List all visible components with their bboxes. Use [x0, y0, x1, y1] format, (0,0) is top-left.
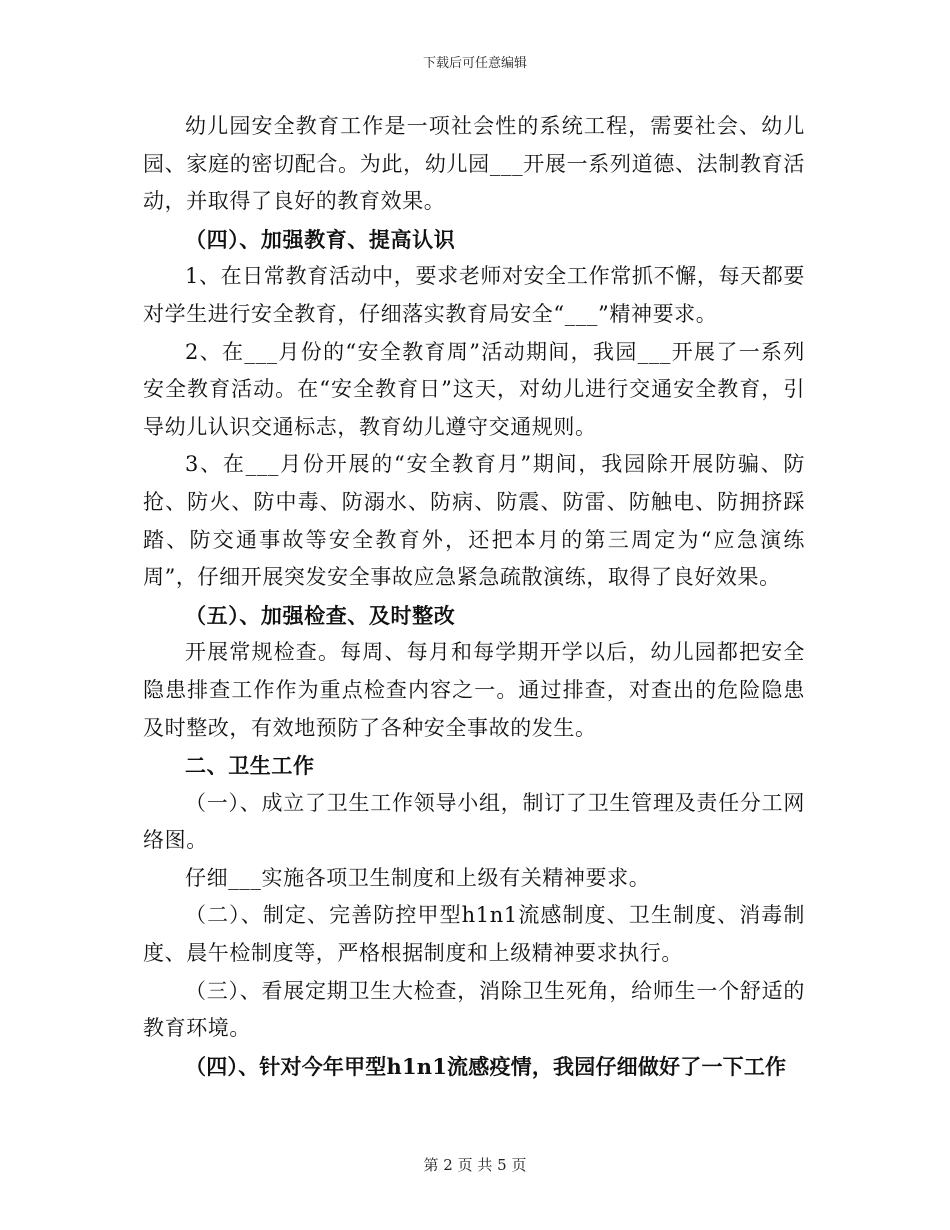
paragraph-intro: 幼儿园安全教育工作是一项社会性的系统工程，需要社会、幼儿园、家庭的密切配合。为此，幼儿园___开展一系列道德、法制教育活动，并取得了良好的教育效果。	[143, 114, 805, 214]
paragraph-item-2: 2、在___月份的“安全教育周”活动期间，我园___开展了一系列安全教育活动。在“安全教育日”这天，对幼儿进行交通安全教育，引导幼儿认识交通标志，教育幼儿遵守交通规则。	[143, 339, 805, 439]
paragraph-hygiene-1: （一）、成立了卫生工作领导小组，制订了卫生管理及责任分工网络图。	[143, 790, 805, 853]
section-heading-5: （五）、加强检查、及时整改	[185, 602, 456, 628]
page-number: 第 2 页 共 5 页	[423, 1156, 527, 1174]
paragraph-hygiene-3: （三）、看展定期卫生大检查，消除卫生死角，给师生一个舒适的教育环境。	[143, 978, 805, 1041]
paragraph-hygiene-1b: 仔细___实施各项卫生制度和上级有关精神要求。	[185, 865, 651, 890]
paragraph-hygiene-2: （二）、制定、完善防控甲型h1n1流感制度、卫生制度、消毒制度、晨午检制度等，严格根据制度和上级精神要求执行。	[143, 903, 805, 966]
paragraph-item-3: 3、在___月份开展的“安全教育月”期间，我园除开展防骗、防抢、防火、防中毒、防溺水、防病、防震、防雷、防触电、防拥挤踩踏、防交通事故等安全教育外，还把本月的第三周定为“应急演练周”，仔细开展突发安全事故应急紧急疏散演练，取得了良好效果。	[143, 452, 805, 590]
paragraph-item-1: 1、在日常教育活动中，要求老师对安全工作常抓不懈，每天都要对学生进行安全教育，仔细落实教育局安全“___”精神要求。	[143, 264, 805, 326]
document-body	[143, 108, 805, 1085]
page-header: 下载后可任意编辑	[422, 56, 527, 71]
section-heading-4: （四）、加强教育、提高认识	[185, 226, 456, 252]
section-heading-hygiene: 二、卫生工作	[185, 753, 315, 779]
paragraph-inspection: 开展常规检查。每周、每月和每学期开学以后，幼儿园都把安全隐患排查工作作为重点检查内容之一。通过排查，对查出的危险隐患及时整改，有效地预防了各种安全事故的发生。	[143, 640, 805, 740]
section-heading-hygiene-4: （四）、针对今年甲型h1n1流感疫情，我园仔细做好了一下工作	[185, 1053, 787, 1079]
